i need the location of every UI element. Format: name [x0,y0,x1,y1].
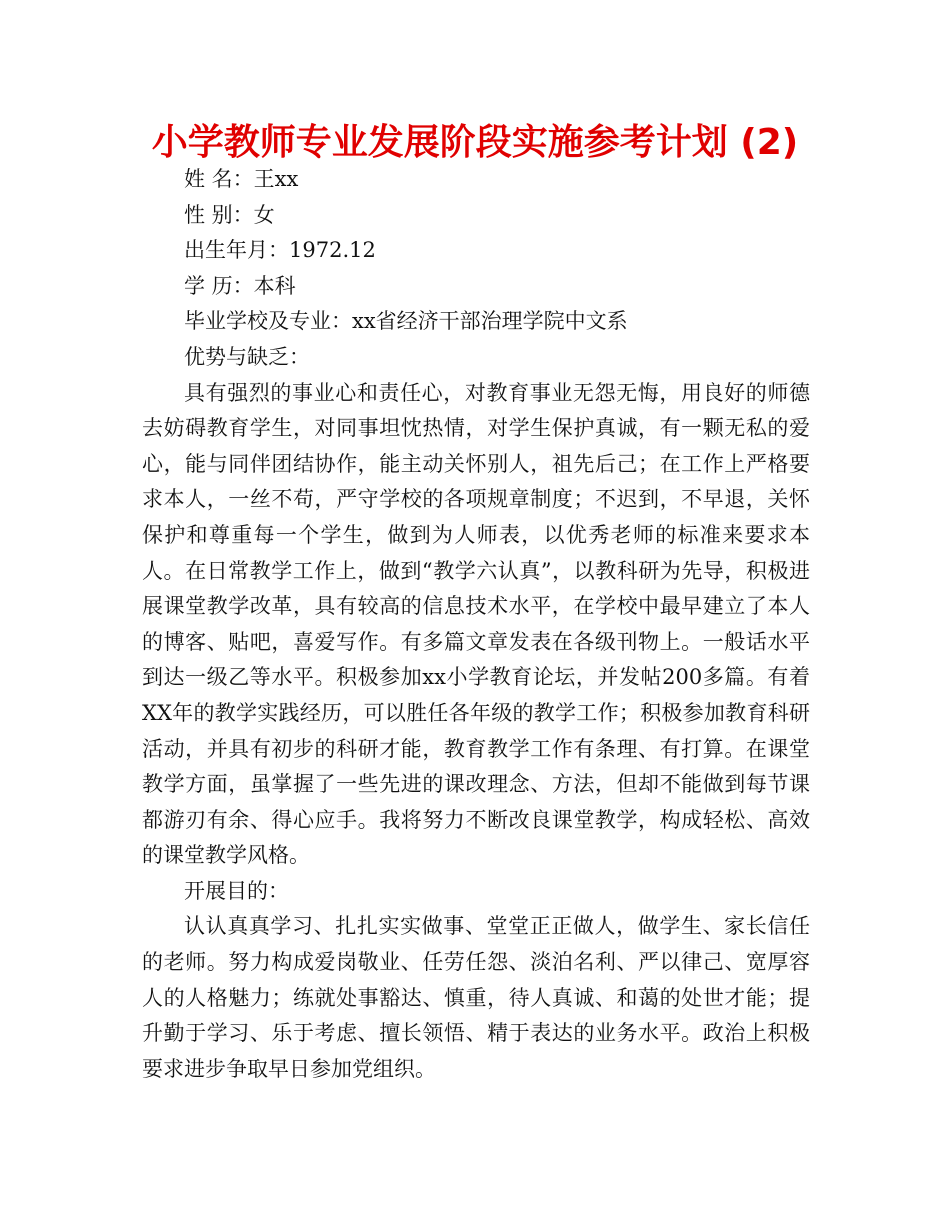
goals-heading: 开展目的： [184,878,289,903]
goals-paragraph: 认认真真学习、扎扎实实做事、堂堂正正做人，做学生、家长信任的老师。努力构成爱岗敬业、任劳任怨、淡泊名利、严以律己、宽厚容人的人格魅力；练就处事豁达、慎重，待人真诚、和蔼的处世才能；提升勤于学习、乐于考虑、擅长领悟、精于表达的业务水平。政治上积极要求进步争取早日参加党组织。 [142,914,810,1081]
strengths-paragraph: 具有强烈的事业心和责任心，对教育事业无怨无悔，用良好的师德去妨碍教育学生，对同事坦忱热情，对学生保护真诚，有一颗无私的爱心，能与同伴团结协作，能主动关怀别人，祖先后己；在工作上严格要求本人，一丝不苟，严守学校的各项规章制度；不迟到，不早退，关怀保护和尊重每一个学生，做到为人师表，以优秀老师的标准来要求本人。在日常教学工作上，做到“教学六认真”，以教科研为先导，积极进展课堂教学改革，具有较高的信息技术水平，在学校中最早建立了本人的博客、贴吧，喜爱写作。有多篇文章发表在各级刊物上。一般话水平到达一级乙等水平。积极参加xx小学教育论坛，并发帖200多篇。有着XX年的教学实践经历，可以胜任各年级的教学工作；积极参加教育科研活动，并具有初步的科研才能，教育教学工作有条理、有打算。在课堂教学方面，虽掌握了一些先进的课改理念、方法，但却不能做到每节课都游刃有余、得心应手。我将努力不断改良课堂教学，构成轻松、高效的课堂教学风格。 [142,380,810,868]
info-education: 学 历：本科 [184,273,296,298]
document-title: 小学教师专业发展阶段实施参考计划 (2) [151,122,799,163]
info-gender: 性 别：女 [184,202,275,227]
info-birth-date: 出生年月：1972.12 [184,238,376,263]
strengths-heading: 优势与缺乏： [184,344,310,369]
document-body [142,162,810,1087]
info-school-major: 毕业学校及专业：xx省经济干部治理学院中文系 [184,309,628,334]
info-name: 姓 名：王xx [184,167,299,191]
